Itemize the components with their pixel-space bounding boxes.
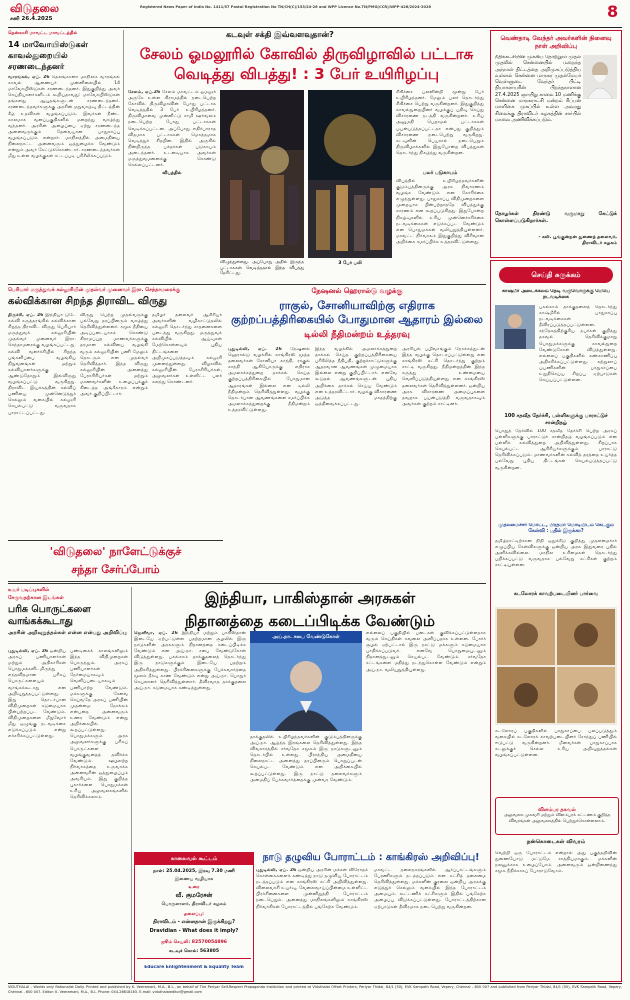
article-body: தமிழர் தலைவர் ஆசிரியர் அவர்களின் வழிகாட்டுதலில் கல்லூரி தொடர்ந்து சாதனைகளை படைத்து வருகிறது. மருத்துவக் கல்வியில் ஆய்வுகள் மேற்கொள்ளவும் புதிய திட்டங்களை அறிமுகப்படுத்தவும் கல்லூரி முனைந்துள்ளது. விழாவில் கல்லூரியின் பேராசிரியர்கள், அலுவலர்கள் உள்ளிட்ட பலர் கலந்து கொண்டனர்.	[152, 313, 222, 386]
news-brief-header: செய்தி சுருக்கம்	[531, 270, 581, 279]
article-subhead: விபத்தில்	[162, 171, 182, 177]
article-india-pakistan-restraint	[134, 587, 486, 849]
article-body: அரசியல் பழிவாங்கும் நோக்கத்துடன் இந்த வழக்கு தொடரப்பட்டுள்ளது என காங்கிரஸ் கட்சி தொடர்ந்து குற்றம் சாட்டி வருகிறது. நீதிமன்றத்தின் இந்த கருத்து உண்மையை வெளிப்படுத்தியுள்ளது என காங்கிரஸ் தலைவர்கள் தெரிவித்துள்ளனர். ஒன்றிய அரசு விசாரணை அமைப்புகளை தவறாக பயன்படுத்தி வருவதாகவும் அவர்கள் குற்றம் சாட்டினர்.	[402, 347, 485, 407]
brief-note-body: அலுவலக முகவரி மற்றும் விளம்பரக் கட்டணம் குறித்த விவரங்கள் அலுவலகத்தில் பெற்றுக்கொள்ளலாம்.	[503, 812, 611, 824]
article-headline: 14 மாவோயிஸ்டுகள் காவல்துறையில் சரணடைந்தனர்	[8, 39, 89, 71]
un-photo-block	[250, 631, 362, 731]
event-zoom-id: ஜூம் செயலி: 82570054896	[161, 940, 227, 945]
article-dateline: திருச்சி, ஏப். 26	[8, 313, 44, 318]
brief-photo-grid	[495, 607, 617, 725]
event-topic: திராவிடம் - என்னதான் இருக்கிறது?	[152, 919, 236, 925]
masthead	[0, 0, 630, 26]
registration-line: Registered News Paper of India No. 1411/57 Postal Registration No TN/CH(C)/153/24-26 and WPP Licence No.TN/PMG(CCR)/WPP-426/2024-2026	[140, 5, 432, 9]
subscribe-line-2: சந்தா சேர்ப்போம்	[71, 563, 160, 576]
brief-body: வெற்றி ஒரு போராட்டம் என்றால் அது பகுத்தறிவின் துணையோடு மட்டுமே சாத்தியமாகும். மக்களின் நலனுக்காக உழைப்போம். அனைவரும் ஒன்றிணைந்து சமூக நீதிக்காகப் போராடுவோம்.	[495, 851, 617, 875]
event-speaker-role: பொருளாளர், திராவிடர் கழகம்	[161, 902, 227, 907]
event-venue: இணைய வழியாக	[174, 877, 214, 882]
article-dateline: புதுடில்லி, ஏப். 26	[228, 347, 282, 352]
article-body: சேலம் மாவட்டம் ஓமலூர் அருகே உள்ள கிராமத்தில் நடைபெற்ற கோவில் திருவிழாவின் போது பட்டாசு வெடித்ததில் 3 பேர் உயிரிழந்தனர். திருவிழாவை முன்னிட்டு சாமி ஊர்வலம் நடைபெற்ற போது பட்டாசுகள் வெடிக்கப்பட்டன. அப்போது எதிர்பாராத விதமாக பட்டாசுகள் மொத்தமாக வெடித்துச் சிதறின. இதில் அருகில் நின்றிருந்த பக்தர்கள் படுகாயம் அடைந்தனர். உடனடியாக அவர்கள் மருத்துவமனைக்கு கொண்டு செல்லப்பட்டனர்.	[128, 90, 216, 169]
brief-body: பகல்காம் தாக்குதலைத் தொடர்ந்து காஷ்மீரில் பாதுகாப்பு நடவடிக்கைகள் தீவிரப்படுத்தப்பட்டுள்ளன. சந்தேகத்திற்குரிய நபர்கள் குறித்து தகவல் தெரிவிக்குமாறு பொதுமக்களுக்கு காவல்துறை வேண்டுகோள் விடுத்துள்ளது. எல்லைப் பகுதிகளில் கண்காணிப்பு அதிகரிக்கப்பட்டுள்ளது. சுற்றுலாப் பயணிகளின் பாதுகாப்பை உறுதிசெய்ய சிறப்பு ஏற்பாடுகள் செய்யப்பட்டுள்ளன.	[539, 305, 617, 384]
article-body: இந்தியா மற்றும் பாகிஸ்தான் இடையே ஏற்பட்டுள்ள பதற்றமான சூழலில் இரு நாடுகளின் அரசுகளும் நிதானத்தை கடைப்பிடிக்க வேண்டும் என அய்.நா. சபை வேண்டுகோள் விடுத்துள்ளது. பகல்காம் தாக்குதலைத் தொடர்ந்து இரு நாடுகளுக்கும் இடையே பதற்றம் அதிகரித்துள்ளது. பிரச்சினைகளுக்கு பேச்சுவார்த்தை மூலம் தீர்வு காண வேண்டும் என்று அய்.நா. பொதுச் செயலாளர் தெரிவித்துள்ளார். தீவிரவாத தாக்குதலை அய்.நா. கடுமையாக கண்டித்துள்ளது.	[134, 631, 246, 691]
article-dateline: புதுடில்லி, ஏப். 26	[8, 649, 49, 654]
article-dateline: ஜெனீவா, ஏப். 26	[134, 631, 178, 636]
event-header: காலைவல் கூட்டம்	[170, 855, 218, 862]
article-body: விருது பெற்ற முதல்வருக்கு பல்வேறு தரப்பினரும் வாழ்த்து தெரிவித்துள்ளனர். சமூக நீதியை அடிப்படையாகக் கொண்டு கிராமப்புற மாணவர்களுக்கு தரமான கல்வியை வழங்கி வரும் கல்லூரியின் பணி மேலும் தொடரும் என முதல்வர் தெரிவித்தார். இந்த விருது கல்லூரியின் அனைத்து பேராசிரியர்கள் மற்றும் மாணவர்களின் உழைப்புக்குக் கிடைத்த அங்கீகாரம் என்றும் அவர் குறிப்பிட்டார்.	[80, 313, 148, 398]
brief-title: காஷ்மீர் அடைக்கலம் தேடி வருவோருக்கு மேயே நடவடிக்கை	[501, 289, 611, 301]
event-date: நாள்: 25.04.2025, இரவு 7.30 மணி	[153, 869, 235, 874]
subscribe-banner	[8, 540, 223, 582]
column-divider	[131, 587, 132, 980]
article-body: இந்தியா டுடே கல்வி கருத்தரங்கில் கல்விக்கான சிறந்த திராவிட விருது பெரியார் மருத்துவக் கல்லூரியின் முதல்வர் முனைவர் இரா. செந்தாமரைக்கு வழங்கப்பட்டது. கல்வி வளர்ச்சியில் சிறந்த பங்களிப்பை வழங்கிய நிறுவனங்கள் மற்றும் கல்வியாளர்களுக்கு ஆண்டுதோறும் இவ்விருது வழங்கப்பட்டு வருகிறது. திராவிட இயக்கத்தின் கல்விப் பணியை முன்னெடுத்துச் செல்லும் வகையில் கல்லூரி செயல்பட்டு வருவதாக பாராட்டப்பட்டது.	[8, 313, 76, 416]
un-secretary-photo	[250, 643, 362, 731]
article-body: இந்த வழக்கில் அமலாக்கத்துறை தாக்கல் செய்த குற்றப்பத்திரிகையை பரிசீலித்த நீதிபதி, குற்றச்சாட்டுகளுக்கு ஆதரவான ஆவணங்கள் முழுமையாக இல்லை என்று குறிப்பிட்டார். எனவே கூடுதல் ஆவணங்களுடன் புதிய அறிக்கை தாக்கல் செய்ய வேண்டும் என உத்தரவிட்டார். வழக்கு விசாரணை அடுத்த மாதத்திற்கு ஒத்திவைக்கப்பட்டது.	[315, 347, 397, 407]
brief-image	[495, 305, 535, 349]
article-dateline: சேலம், ஏப்.26	[128, 90, 161, 95]
article-gift-ban	[8, 587, 128, 980]
section-divider	[8, 284, 486, 285]
tribute-signature: - கலி. பூங்குன்றன் துணைத் தலைவர், திராவிடர் கழகம்	[538, 235, 617, 246]
newspaper-logo: விடுதலை	[10, 2, 60, 15]
article-body: விபத்தில் உயிரிழந்தவர்களின் குடும்பத்தினருக்கு அரசு நிவாரணம் வழங்க வேண்டும் என கோரிக்கை எழுந்துள்ளது. பாதுகாப்பு விதிமுறைகளை முறையாக பின்பற்றாததே விபத்துக்கு காரணம் என கூறப்படுகிறது. இதுபோன்ற நிகழ்வுகளில் உரிய முன்னெச்சரிக்கை நடவடிக்கைகள் எடுக்கப்பட வேண்டும் என பொதுமக்கள் வலியுறுத்தியுள்ளனர். மாவட்ட நிர்வாகம் இதுகுறித்து விரிவான அறிக்கை சமர்ப்பிக்க உத்தரவிட்டுள்ளது.	[396, 179, 484, 245]
brief-photo	[495, 305, 535, 349]
festival-crowd-image	[220, 90, 304, 258]
article-body: பொதுமக்களும் அரசு அலுவலர்களுக்கு பரிசுப் பொருட்களை வழங்குவதைத் தவிர்க்க வேண்டும். ஊழலற்ற நிர்வாகத்தை உருவாக்க அனைவரின் ஒத்துழைப்பும் அவசியம். இது குறித்த புகார்களை பொதுமக்கள் உரிய அலுவலகங்களில் தெரிவிக்கலாம்.	[70, 734, 128, 801]
article-salem-firecracker	[126, 30, 486, 282]
article-headline: சேலம் ஓமலூரில் கோவில் திருவிழாவில் பட்டாசு வெடித்து விபத்து! : 3 பேர் உயிரிழப்பு	[139, 45, 474, 83]
masthead-divider	[8, 27, 622, 28]
festival-photo-main	[220, 90, 304, 258]
article-headline-line-1: இந்தியா, பாகிஸ்தான் அரசுகள்	[204, 589, 416, 607]
article-maoist-surrender	[8, 30, 120, 282]
article-body: ஒன்றிய அரசின் மக்கள் விரோதக் கொள்கைகளைக் கண்டித்து நாடு தழுவிய போராட்டம் நடத்தப்படும் என காங்கிரஸ் கட்சி அறிவித்துள்ளது. விலைவாசி உயர்வு, வேலைவாய்ப்பின்மை உள்ளிட்ட பிரச்சினைகளை முன்னிறுத்தி போராட்டம் நடைபெறும். அனைத்து மாநிலங்களிலும் காங்கிரஸ் நிர்வாகிகள் போராட்டத்தில் பங்கேற்க வேண்டும்.	[256, 868, 368, 910]
brief-title: நன்கொடைகள் விவரம்	[526, 839, 586, 845]
article-body: மாவட்ட தலைநகரங்களில் ஆர்ப்பாட்டங்களும் பேரணிகளும் நடத்தப்படும் என கட்சித் தலைமை தெரிவித்துள்ளது. மக்களின் குரலை ஒன்றிய அரசுக்கு எடுத்துச் செல்லும் வகையில் இந்த போராட்டம் அமையும். கூட்டணிக் கட்சிகளும் இதில் பங்கேற்க அழைப்பு விடுக்கப்பட்டுள்ளது. போராட்டத்திற்கான ஏற்பாடுகள் தீவிரமாக நடைபெற்று வருகின்றன.	[374, 868, 486, 910]
column-divider	[123, 30, 124, 282]
footer-divider	[8, 983, 622, 984]
festival-photo-second	[308, 90, 392, 258]
news-brief-sidebar	[490, 260, 622, 982]
article-body: தாக்குதலில் உயிரிழந்தவர்களின் குடும்பத்தினருக்கு அய்.நா. ஆழ்ந்த இரங்கலை தெரிவித்துள்ளது. இந்த விவகாரத்தில் சர்வதேச சமூகம் இரு நாடுகளுடனும் தொடர்பில் உள்ளது. பிராந்திய அமைதியை நிலைநாட்ட அனைத்து தரப்பினரும் பொறுப்புடன் செயல்பட வேண்டும் என அறிக்கையில் கூறப்பட்டுள்ளது. இரு நாட்டு தலைவர்களும் அமைதிப் பேச்சுவார்த்தைக்கு முன்வர வேண்டும்.	[250, 735, 362, 783]
brief-body: பொதுத் தேர்வில் 100 சதவீத தேர்ச்சி பெற்ற அரசுப் பள்ளிகளுக்கு பாராட்டுச் சான்றிதழ் வழங்கப்படும் என பள்ளிக் கல்வித்துறை அறிவித்துள்ளது. சிறப்பாக செயல்பட்ட ஆசிரியர்களுக்கும் பாராட்டு தெரிவிக்கப்படும். மாணவர்களின் கல்வித் தரத்தை உயர்த்த பல்வேறு புதிய திட்டங்கள் செயல்படுத்தப்பட்டு வருகின்றன.	[495, 429, 617, 471]
tribute-title: வெண்தாடி வேந்தர் அவர்களின் நினைவு நாள் அறிவிப்பு	[500, 35, 612, 50]
photo-caption: 3 பேர் பலி	[338, 261, 362, 266]
article-dateline: வாரங்கல், ஏப். 26	[8, 75, 50, 80]
brief-body: தமிழ்நாட்டிற்கான நிதி ஒதுக்கீடு குறித்து முதலமைச்சர் எழுப்பிய கேள்விகளுக்கு ஒன்றிய அரசு இதுவரை பதில் அளிக்கவில்லை. மாநில உரிமைகள் தொடர்ந்து பறிக்கப்பட்டு வருவதாக பல்வேறு கட்சிகள் குற்றம் சாட்டியுள்ளன.	[495, 539, 617, 569]
article-congress-protest	[256, 852, 486, 980]
article-body: தெலங்கானா மாநிலம் வாரங்கல் காவல் ஆணையர் முன்னிலையில் 14 மாவோயிஸ்டுகள் சரணடைந்தனர். இதுகுறித்து அவர் செய்தியாளர்களிடம் கூறியதாவது: மாவோயிஸ்டுகள் தங்களது ஆயுதங்களுடன் சரணடைந்தனர். சரணடைந்தவர்களுக்கு அரசின் மறுவாழ்வு திட்டத்தின் கீழ் உதவிகள் வழங்கப்படும். இவர்கள் நீண்ட காலமாக வனப்பகுதிகளில் மறைந்து வாழ்ந்து வந்தனர். அரசின் அழைப்பை ஏற்று சரணடைந்த அனைவருக்கும் தேவையான பாதுகாப்பு வழங்கப்படும் என்றார். மாநிலத்தில் அமைதியை நிலைநாட்ட அனைவரும் ஒத்துழைக்க வேண்டும் என்றும் அவர் கேட்டுக்கொண்டார். சரணடைந்தவர்கள் மீது உள்ள வழக்குகள் சட்டப்படி பரிசீலிக்கப்படும்.	[8, 75, 120, 160]
article-kicker: சேருவதற்கான இடங்கள்	[8, 595, 64, 601]
article-dateline: புதுடில்லி, ஏப். 26	[256, 868, 297, 873]
event-speaker-label: உரை	[188, 885, 200, 890]
photo-label: அய்.நா. சபை வேண்டுகோள்	[272, 634, 340, 640]
photo-caption: விழுந்துள்ளது. அப்போது அதில் இருந்த பட்டாசுகள் வெடித்ததால் இந்த விபத்து நேரிட்டது.	[220, 260, 304, 277]
article-kicker: பெரியார் மருத்துவக் கல்லூரியின் முதல்வர் முனைவர் இரா. செந்தாமரைக்கு	[8, 287, 180, 293]
article-subhead: அரசின் அறிவுறுத்தல்கள் என்ன என்பது அறிவிப்பு	[8, 630, 127, 636]
article-headline-line-2: நிதானத்தை கடைப்பிடிக்க வேண்டும்	[184, 612, 435, 630]
tribute-body: நீதிக்கட்சியின் முக்கிய தோற்றுநர் முதல் முதலில் சென்னையில் மறைந்த அந்நாள் திட்டத்தை அறிமுகப்படுத்திய வள்ளல் சென்னை மாநகர முதல்மேயர் வெள்ளுடை வேந்தர் பிட்டி தியாகராயரின் பிறந்தநாளான 27.4.2025 ஞாயிறு காலை 10 மணிக்கு சென்னை மாநகராட்சி மன்றம் ரிப்பன் மாளிகை முகப்பில் உள்ள அவரது சிலைக்கு திராவிடர் கழகத்தின் சார்பில் மாலை அணிவிக்கப்படும்.	[495, 55, 581, 123]
page-number: 8	[607, 2, 619, 21]
article-headline: ராகுல், சோனியாவிற்கு எதிராக குற்றப்பத்திரிகையில் போதுமான ஆதாரம் இல்லை	[231, 299, 483, 326]
brief-note-title: விளம்பர தகவல்	[538, 806, 576, 813]
article-body: எல்லைப் பகுதியில் படைகள் குவிக்கப்பட்டுள்ளதாக வரும் செய்திகள் கவலை அளிப்பதாக உள்ளன. போர்ச் சூழல் ஏற்பட்டால் இரு நாட்டு மக்களும் கடுமையாக பாதிக்கப்படுவர். எனவே பொறுமையுடனும் நிதானத்துடனும் செயல்பட வேண்டும். சர்வதேச சட்டங்களை மதித்து நடந்துகொள்ள வேண்டும் என்றும் அய்.நா. வலியுறுத்தியுள்ளது.	[366, 631, 486, 673]
article-kicker: கடவுள் சக்தி இவ்வளவுதான்?	[226, 30, 334, 39]
article-headline: நாடு தழுவிய போராட்டம் : காங்கிரஸ் அறிவிப்பு!	[262, 852, 480, 863]
festival-procession-image	[308, 90, 392, 258]
article-kicker: நேஷனல் ஹெரால்டு வழக்கு	[311, 287, 403, 295]
brief-body: கடலோரப் பகுதிகளில் பாதுகாப்பை பலப்படுத்தும் வகையில் கடலோரக் காவற்படையினர் ரோந்துப் பணியில் ஈடுபட்டு வருகின்றனர். மீனவர்கள் பாதுகாப்பாக கடலுக்குச் செல்ல உரிய அறிவுறுத்தல்கள் வழங்கப்பட்டுள்ளன.	[495, 729, 617, 759]
article-body: நேஷனல் ஹெரால்டு வழக்கில் காங்கிரஸ் மூத்த தலைவர்கள் சோனியா காந்தி, ராகுல் காந்தி ஆகியோருக்கு எதிராக அமலாக்கத்துறை தாக்கல் செய்த குற்றப்பத்திரிகையில் போதுமான ஆதாரங்கள் இல்லை என டில்லி நீதிமன்றம் தெரிவித்துள்ளது. வழக்கு தொடர்பான ஆவணங்களை சமர்ப்பிக்க அமலாக்கத்துறைக்கு நீதிமன்றம் உத்தரவிட்டுள்ளது.	[228, 347, 310, 413]
section-divider	[8, 583, 486, 584]
article-kicker: உயர் படிப்புகளில்	[8, 587, 50, 593]
event-topic-english: Dravidian - What does it imply?	[149, 928, 239, 934]
brief-title: முதலமைச்சர் மோட்ட, பிரதமர் மோடியிடம் கேட்கும் கேள்வி : பதில் இருக்கா?	[498, 523, 614, 535]
event-speaker: வீ. குமரேசன்	[175, 892, 213, 899]
event-organizer: Educare Enlightenment & Equality Team	[144, 965, 244, 970]
brief-title: கடலோரக் காவற்படையினர் பார்வை	[513, 591, 599, 597]
event-topic-label: தலைப்பு:	[184, 912, 204, 917]
portrait-photo	[583, 55, 617, 99]
article-headline: பரிசு பொருட்களை வாங்கக்கூடாது	[8, 604, 91, 627]
article-body: ஒன்றிய அரசுப் பணியாளர்கள் மற்றும் அதிகாரிகள் பொதுமக்களிடமிருந்து எந்தவிதமான பரிசுப் பொருட்களையும் வாங்கக்கூடாது என அறிவுறுத்தப்பட்டுள்ளது. இது தொடர்பான விதிமுறைகள் கடுமையாக பின்பற்றப்பட வேண்டும். விதிமுறைகளை மீறுவோர் மீது ஒழுங்கு நடவடிக்கை எடுக்கப்படும் என்று எச்சரிக்கப்பட்டுள்ளது.	[8, 649, 66, 740]
footer-imprint: VIDUTHALAI - Worlds only Rationalist Daily. Printed and published by K. Veeramani, M.A., B.L., on behalf of The Periyar Self-Respect Propaganda Institution and printed at Viduthalai Offset Printers, Periyar Thidal, 84/1 (50), EVK Sampath Road, Vepery, Chennai - 600 007 and published from Periyar Thidal, 84/1 (50), EVK Sampath Road, Vepery, Chennai - 600 007. Editor: K. Veeramani, M.A., B.L. Phone: 044-26618163. E-mail: viduthalaieditor@gmail.com	[8, 985, 622, 994]
article-body: பண்டிகைக் காலங்களிலும் இந்த விதிமுறைகள் பொருந்தும். அரசுப் பணியாளர்கள் நேர்மையாகவும் வெளிப்படையாகவும் பணியாற்ற வேண்டும். மக்களுக்கு சேவை செய்வதே அரசுப் பணியின் முதன்மை நோக்கம் என்பதை அனைவரும் உணர வேண்டும் என்று அறிக்கையில் கூறப்பட்டுள்ளது.	[70, 649, 128, 734]
subscribe-line-1: 'விடுதலை' நாளேட்டுக்குச்	[49, 545, 182, 558]
article-headline: கல்விக்கான சிறந்த திராவிட விருது	[8, 296, 168, 307]
event-announcement-box	[134, 852, 254, 982]
tribute-call: தோழர்கள் திரண்டு வருமாறு கேட்டுக் கொள்ளப்படுகிறார்கள்.	[495, 211, 617, 224]
article-subhead: டில்லி நீதிமன்றம் உத்தரவு	[304, 330, 410, 340]
article-kicker: தென்காசி மாவட்ட மாவட்டத்தில்	[8, 31, 78, 36]
article-national-herald	[228, 287, 486, 577]
portrait-image	[583, 55, 617, 99]
coast-guard-photos	[495, 607, 617, 725]
article-body: சிகிச்சை பலனின்றி மூன்று பேர் உயிரிழந்தனர். மேலும் பலர் தொடர்ந்து சிகிச்சை பெற்று வருகின்றனர். இதுகுறித்து காவல்துறையினர் வழக்குப் பதிவு செய்து விசாரணை நடத்தி வருகின்றனர். உரிய அனுமதி பெறாமல் பட்டாசுகள் பயன்படுத்தப்பட்டதா என்பது குறித்தும் விசாரணை நடைபெற்று வருகிறது. கடவுளின் பெயரால் நடைபெறும் திருவிழாக்களில் இதுபோன்ற விபத்துகள் தொடர்ந்து நிகழ்ந்து வருகின்றன.	[396, 90, 484, 156]
article-subhead: பலர் படுகாயம்	[422, 170, 458, 176]
issue-date: சனி 26.4.2025	[10, 16, 53, 22]
brief-title: 100 சதவீத தேர்ச்சி, பள்ளிகளுக்கு பாராட்டுச் சான்றிதழ்	[504, 413, 608, 426]
event-passcode: கடவுச் சொல்: 563805	[168, 949, 220, 954]
tribute-announcement-box	[490, 30, 622, 258]
article-dravidian-award	[8, 287, 223, 537]
